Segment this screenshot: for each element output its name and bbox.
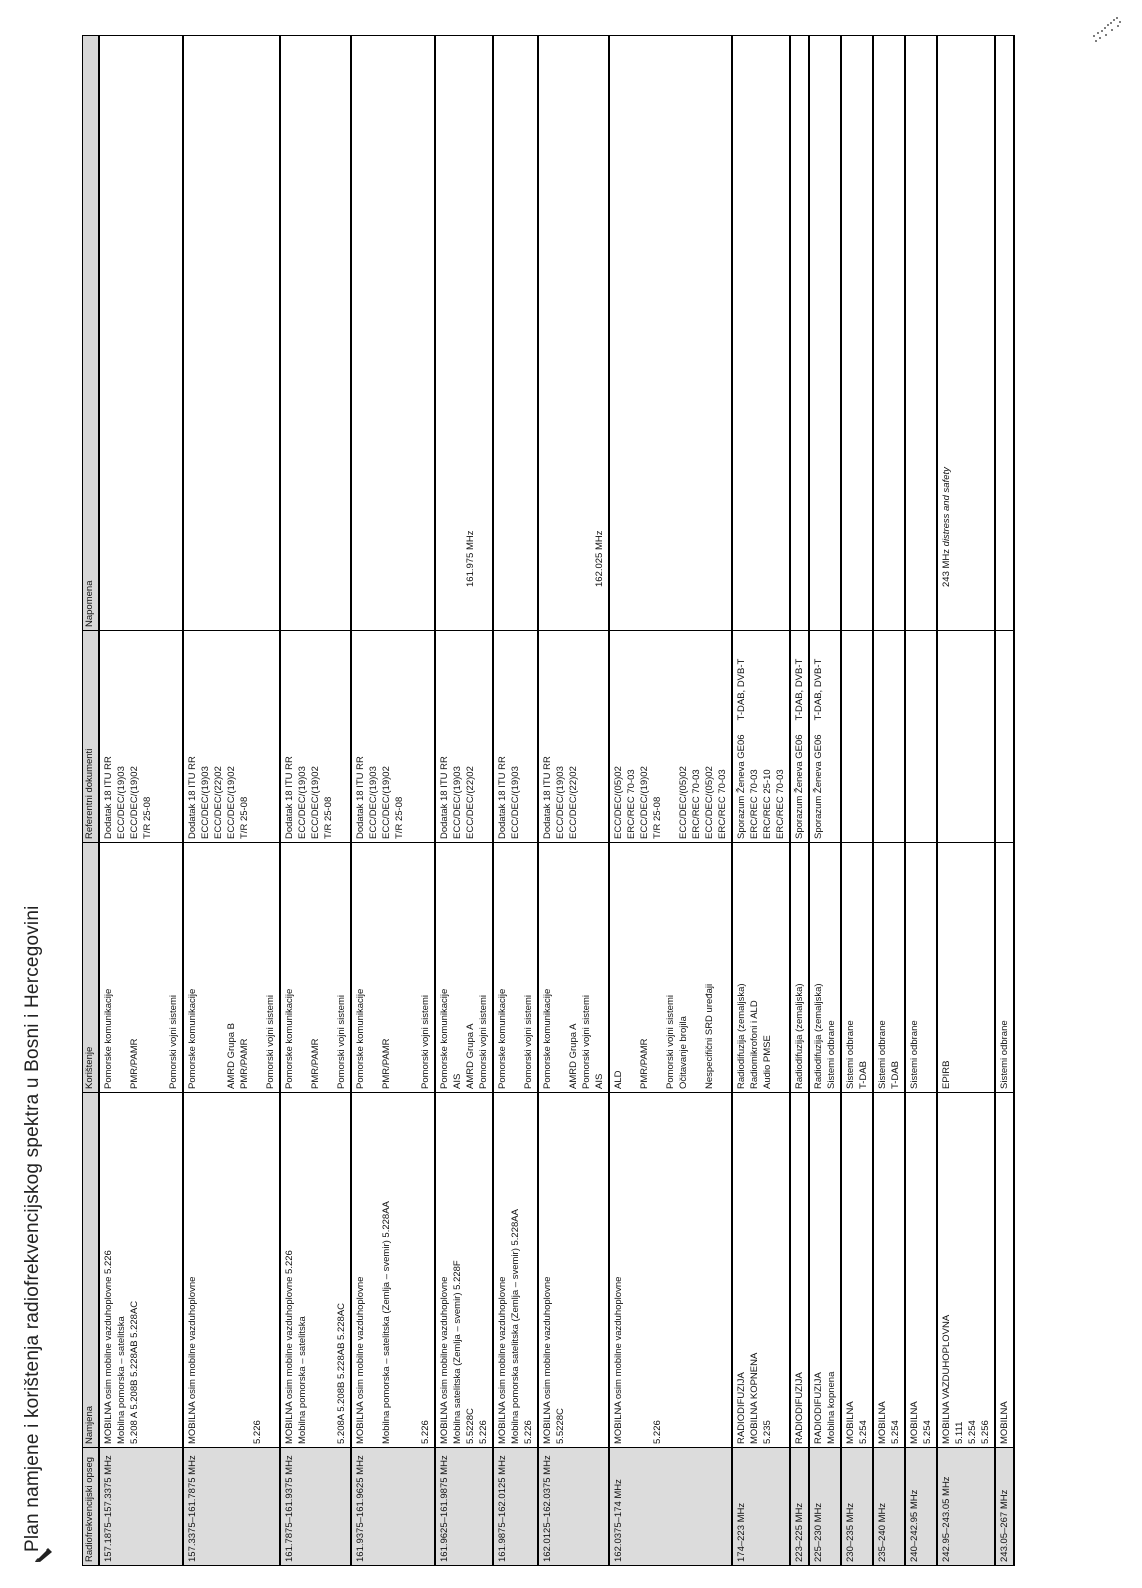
cell-koristenje-line: Pomorske komunikacije bbox=[439, 988, 450, 1089]
cell-napomena bbox=[493, 36, 538, 631]
cell-dokumenti bbox=[809, 631, 841, 843]
cell-namjena-line: 5.226 bbox=[478, 1420, 489, 1444]
cell-koristenje bbox=[493, 843, 538, 1093]
cell-napomena bbox=[937, 36, 995, 631]
scan-dots-icon bbox=[1090, 14, 1124, 44]
cell-koristenje-line: PMR/PAMR bbox=[129, 1038, 140, 1089]
cell-dokumenti bbox=[493, 631, 538, 843]
cell-koristenje-line: T-DAB bbox=[890, 1061, 901, 1089]
cell-namjena-line bbox=[199, 1096, 212, 1444]
page-title: Plan namjene i korištenja radiofrekvencijskog spektra u Bosni i Hercegovini bbox=[22, 905, 43, 1552]
cell-dokumenti-line: ECC/DEC/(22)02 bbox=[213, 766, 224, 839]
cell-koristenje-line: AMRD Grupa A bbox=[568, 1023, 579, 1089]
dokumenti-side-note: T-DAB, DVB-T bbox=[794, 658, 805, 721]
cell-namjena-line: MOBILNA osim mobilne vazduhoplovne bbox=[542, 1276, 553, 1444]
cell-napomena bbox=[732, 36, 790, 631]
cell-koristenje-line: Nespecifični SRD uređaji bbox=[704, 983, 715, 1089]
cell-koristenje-line: Radiodifuzija (zemaljska) bbox=[736, 983, 747, 1089]
cell-dokumenti-line: ECC/DEC/(19)02 bbox=[310, 766, 321, 839]
cell-namjena bbox=[609, 1093, 732, 1448]
cell-band: 225–230 MHz bbox=[809, 1448, 841, 1566]
cell-koristenje-line: Pomorski vojni sistemi bbox=[336, 995, 347, 1089]
cell-namjena-line: MOBILNA osim mobilne vazduhoplovne 5.226 bbox=[103, 1250, 114, 1444]
cell-dokumenti-line: T/R 25-08 bbox=[394, 796, 405, 839]
cell-namjena-line: MOBILNA osim mobilne vazduhoplovne bbox=[497, 1276, 508, 1444]
cell-dokumenti bbox=[435, 631, 493, 843]
cell-band: 161.9625–161.9875 MHz bbox=[435, 1448, 493, 1566]
cell-dokumenti-line: ECC/DEC/(19)03 bbox=[116, 766, 127, 839]
cell-dokumenti-line: ECC/DEC/(05)02 bbox=[704, 766, 715, 839]
napomena-text: 243 MHz bbox=[941, 548, 952, 587]
cell-band: 174–223 MHz bbox=[732, 1448, 790, 1566]
napomena-text: 162.025 MHz bbox=[594, 530, 605, 587]
cell-namjena-line: Mobilna pomorska – satelitska (Zemlja – svemir) 5.228AA bbox=[381, 1201, 392, 1444]
cell-koristenje-line: Pomorske komunikacije bbox=[103, 988, 114, 1089]
cell-koristenje-line: Pomorski vojni sistemi bbox=[581, 995, 592, 1089]
table-row bbox=[790, 36, 809, 1566]
cell-napomena bbox=[905, 36, 937, 631]
cell-dokumenti-line: ERC/REC 25-10 bbox=[762, 769, 773, 839]
cell-namjena-line: 5.208A 5.208B 5.228AB 5.228AC bbox=[336, 1302, 347, 1444]
cell-band: 162.0375–174 MHz bbox=[609, 1448, 732, 1566]
cell-namjena-line bbox=[238, 1096, 251, 1444]
cell-koristenje-line: Radiomikrofoni i ALD bbox=[749, 1000, 760, 1089]
cell-dokumenti bbox=[732, 631, 790, 843]
cell-koristenje-line: ALD bbox=[613, 1070, 624, 1089]
cell-namjena bbox=[873, 1093, 905, 1448]
cell-koristenje-line: Pomorske komunikacije bbox=[497, 988, 508, 1089]
cell-napomena bbox=[435, 36, 493, 631]
cell-namjena-line: MOBILNA bbox=[909, 1401, 920, 1444]
table-row bbox=[435, 36, 493, 1566]
cell-dokumenti bbox=[609, 631, 732, 843]
table-row bbox=[873, 36, 905, 1566]
cell-dokumenti-line: ERC/REC 70-03 bbox=[775, 769, 786, 839]
napomena-italic-text: distress and safety bbox=[941, 467, 952, 547]
cell-napomena bbox=[809, 36, 841, 631]
cell-koristenje bbox=[790, 843, 809, 1093]
napomena-line bbox=[464, 39, 477, 627]
table-row bbox=[609, 36, 732, 1566]
cell-namjena-line: 5.254 bbox=[890, 1420, 901, 1444]
cell-namjena-line: MOBILNA osim mobilne vazduhoplovne bbox=[187, 1276, 198, 1444]
cell-dokumenti bbox=[183, 631, 280, 843]
cell-namjena-line: MOBILNA KOPNENA bbox=[749, 1352, 760, 1444]
cell-dokumenti-line: ECC/DEC/(19)02 bbox=[226, 766, 237, 839]
cell-koristenje-line: PMR/PAMR bbox=[239, 1038, 250, 1089]
cell-koristenje-line bbox=[406, 846, 419, 1089]
table-row bbox=[280, 36, 351, 1566]
cell-namjena-line bbox=[225, 1096, 238, 1444]
cell-namjena-line: 5.5228C bbox=[465, 1408, 476, 1444]
cell-namjena-line: 5.226 bbox=[523, 1420, 534, 1444]
cell-koristenje-line: Pomorski vojni sistemi bbox=[420, 995, 431, 1089]
table-row bbox=[351, 36, 435, 1566]
cell-dokumenti-line: T/R 25-08 bbox=[323, 796, 334, 839]
cell-dokumenti-line: ECC/DEC/(19)03 bbox=[368, 766, 379, 839]
cell-koristenje-line: Sistemi odbrane bbox=[826, 1020, 837, 1089]
cell-dokumenti-line: ECC/DEC/(19)03 bbox=[452, 766, 463, 839]
cell-koristenje-line: AMRD Grupa A bbox=[465, 1023, 476, 1089]
cell-dokumenti-line: Dodatak 18 ITU RR bbox=[542, 756, 553, 839]
cell-band: 161.9875–162.0125 MHz bbox=[493, 1448, 538, 1566]
cell-namjena-line: Mobilna pomorska – satelitska bbox=[116, 1316, 127, 1444]
cell-dokumenti-line: ECC/DEC/(19)03 bbox=[510, 766, 521, 839]
cell-koristenje bbox=[609, 843, 732, 1093]
cell-namjena-line bbox=[367, 1096, 380, 1444]
cell-koristenje-line bbox=[690, 846, 703, 1089]
cell-namjena-line: MOBILNA osim mobilne vazduhoplovne bbox=[355, 1276, 366, 1444]
cell-namjena-line: MOBILNA VAZDUHOPLOVNA bbox=[941, 1314, 952, 1444]
cell-koristenje-line bbox=[141, 846, 154, 1089]
cell-namjena-line: RADIODIFUZIJA bbox=[813, 1372, 824, 1444]
cell-dokumenti-line: ECC/DEC/(05)02 bbox=[678, 766, 689, 839]
cell-koristenje-line: Očitavanje brojila bbox=[678, 1016, 689, 1089]
cell-koristenje-line bbox=[322, 846, 335, 1089]
cell-koristenje bbox=[841, 843, 873, 1093]
cell-namjena-line bbox=[406, 1096, 419, 1444]
frequency-table-wrapper bbox=[82, 36, 1072, 1566]
table-body bbox=[99, 36, 1014, 1566]
cell-band: 157.1875–157.3375 MHz bbox=[99, 1448, 183, 1566]
header-band: Radiofrekvencijski opseg bbox=[83, 1448, 100, 1566]
cell-koristenje-line bbox=[115, 846, 128, 1089]
cell-dokumenti bbox=[351, 631, 435, 843]
cell-napomena bbox=[183, 36, 280, 631]
cell-namjena bbox=[905, 1093, 937, 1448]
cell-dokumenti-line: Dodatak 18 ITU RR bbox=[103, 756, 114, 839]
cell-namjena-line bbox=[309, 1096, 322, 1444]
cell-namjena-line: Mobilna satelitska (Zemlja – svemir) 5.228F bbox=[452, 1260, 463, 1444]
cell-namjena-line: 5.226 bbox=[252, 1420, 263, 1444]
cell-dokumenti-line: ECC/DEC/(19)02 bbox=[639, 766, 650, 839]
cell-dokumenti-text: Sporazum Ženeva GE06 bbox=[736, 734, 747, 839]
cell-dokumenti-line: Dodatak 18 ITU RR bbox=[187, 756, 198, 839]
cell-namjena-line: Mobilna pomorska – satelitska bbox=[297, 1316, 308, 1444]
cell-namjena-line: 5.226 bbox=[652, 1420, 663, 1444]
cell-napomena bbox=[609, 36, 732, 631]
cell-dokumenti-text: Sporazum Ženeva GE06 bbox=[794, 734, 805, 839]
napomena-text: 161.975 MHz bbox=[465, 530, 476, 587]
cell-dokumenti-line: ECC/DEC/(22)02 bbox=[568, 766, 579, 839]
cell-koristenje bbox=[435, 843, 493, 1093]
cell-koristenje-line bbox=[625, 846, 638, 1089]
cell-koristenje-line: Pomorske komunikacije bbox=[542, 988, 553, 1089]
table-row bbox=[538, 36, 609, 1566]
cell-dokumenti-line: ECC/DEC/(19)03 bbox=[297, 766, 308, 839]
cell-namjena bbox=[732, 1093, 790, 1448]
cell-koristenje-line: Pomorske komunikacije bbox=[284, 988, 295, 1089]
cell-dokumenti-line: ERC/REC 70-03 bbox=[749, 769, 760, 839]
cell-koristenje-line: PMR/PAMR bbox=[381, 1038, 392, 1089]
cell-namjena bbox=[809, 1093, 841, 1448]
cell-namjena bbox=[937, 1093, 995, 1448]
table-row bbox=[841, 36, 873, 1566]
cell-koristenje-line bbox=[212, 846, 225, 1089]
cell-koristenje-line: Pomorski vojni sistemi bbox=[665, 995, 676, 1089]
table-row bbox=[732, 36, 790, 1566]
cell-namjena-line: 5.254 bbox=[967, 1420, 978, 1444]
cell-koristenje bbox=[99, 843, 183, 1093]
cell-namjena bbox=[183, 1093, 280, 1448]
cell-namjena-line bbox=[625, 1096, 638, 1444]
cell-koristenje-line: PMR/PAMR bbox=[639, 1038, 650, 1089]
cell-namjena-line: MOBILNA osim mobilne vazduhoplovne bbox=[439, 1276, 450, 1444]
header-napomena: Napomena bbox=[83, 36, 100, 631]
cell-namjena-line: RADIODIFUZIJA bbox=[736, 1372, 747, 1444]
cell-koristenje-line bbox=[509, 846, 522, 1089]
table-header-row bbox=[83, 36, 100, 1566]
cell-namjena-line: 5.254 bbox=[858, 1420, 869, 1444]
cell-koristenje-line: Pomorski vojni sistemi bbox=[265, 995, 276, 1089]
cell-namjena bbox=[351, 1093, 435, 1448]
cell-dokumenti bbox=[538, 631, 609, 843]
cell-koristenje bbox=[280, 843, 351, 1093]
cell-namjena-line bbox=[393, 1096, 406, 1444]
cell-namjena-line: 5.5228C bbox=[555, 1408, 566, 1444]
cell-namjena-line: 5.235 bbox=[762, 1420, 773, 1444]
cell-dokumenti-line: Dodatak 18 ITU RR bbox=[355, 756, 366, 839]
cell-dokumenti-line: ECC/DEC/(19)02 bbox=[381, 766, 392, 839]
cell-koristenje-line: Audio PMSE bbox=[762, 1035, 773, 1089]
cell-dokumenti-line: ECC/DEC/(22)02 bbox=[465, 766, 476, 839]
cell-dokumenti-line: Dodatak 18 ITU RR bbox=[284, 756, 295, 839]
cell-namjena bbox=[790, 1093, 809, 1448]
cell-koristenje bbox=[995, 843, 1014, 1093]
cell-koristenje-line bbox=[296, 846, 309, 1089]
cell-napomena bbox=[351, 36, 435, 631]
header-koristenje: Korištenje bbox=[83, 843, 100, 1093]
cell-dokumenti-text: Sporazum Ženeva GE06 bbox=[813, 734, 824, 839]
cell-namjena-line bbox=[322, 1096, 335, 1444]
cell-namjena-line: MOBILNA bbox=[877, 1401, 888, 1444]
cell-namjena bbox=[841, 1093, 873, 1448]
cell-koristenje bbox=[873, 843, 905, 1093]
cell-dokumenti-line bbox=[735, 634, 748, 839]
cell-namjena-line: 5.256 bbox=[980, 1420, 991, 1444]
cell-koristenje-line: Sistemi odbrane bbox=[999, 1020, 1010, 1089]
cell-namjena-line: 5.111 bbox=[954, 1421, 965, 1444]
cell-dokumenti-line: T/R 25-08 bbox=[239, 796, 250, 839]
table-row bbox=[493, 36, 538, 1566]
cell-koristenje-line bbox=[367, 846, 380, 1089]
cell-namjena bbox=[995, 1093, 1014, 1448]
cell-namjena bbox=[99, 1093, 183, 1448]
cell-band: 242.95–243.05 MHz bbox=[937, 1448, 995, 1566]
cell-koristenje bbox=[183, 843, 280, 1093]
cell-napomena bbox=[873, 36, 905, 631]
cell-namjena-line: MOBILNA osim mobilne vazduhoplovne 5.226 bbox=[284, 1250, 295, 1444]
cell-namjena bbox=[538, 1093, 609, 1448]
cell-band: 162.0125–162.0375 MHz bbox=[538, 1448, 609, 1566]
table-row bbox=[99, 36, 183, 1566]
cell-koristenje-line: Pomorski vojni sistemi bbox=[478, 995, 489, 1089]
cell-namjena-line: MOBILNA osim mobilne vazduhoplovne bbox=[613, 1276, 624, 1444]
cell-dokumenti-line: ECC/DEC/(05)02 bbox=[613, 766, 624, 839]
cell-koristenje-line: Sistemi odbrane bbox=[877, 1020, 888, 1089]
cell-napomena bbox=[280, 36, 351, 631]
cell-koristenje-line bbox=[199, 846, 212, 1089]
cell-namjena-line: Mobilna pomorska satelitska (Zemlja – svemir) 5.228AA bbox=[510, 1209, 521, 1444]
table-row bbox=[809, 36, 841, 1566]
dokumenti-side-note: T-DAB, DVB-T bbox=[736, 658, 747, 721]
cell-band: 161.7875–161.9375 MHz bbox=[280, 1448, 351, 1566]
cell-namjena bbox=[493, 1093, 538, 1448]
cell-koristenje-line: Sistemi odbrane bbox=[845, 1020, 856, 1089]
cell-koristenje-line: Sistemi odbrane bbox=[909, 1020, 920, 1089]
cell-koristenje bbox=[809, 843, 841, 1093]
napomena-line bbox=[940, 39, 953, 627]
cell-koristenje-line bbox=[651, 846, 664, 1089]
cell-napomena bbox=[841, 36, 873, 631]
cell-koristenje-line: Radiodifuzija (zemaljska) bbox=[794, 983, 805, 1089]
cell-koristenje-line: Radiodifuzija (zemaljska) bbox=[813, 983, 824, 1089]
cell-dokumenti bbox=[280, 631, 351, 843]
cell-koristenje-line: AIS bbox=[452, 1073, 463, 1089]
cell-dokumenti-line: ECC/DEC/(19)03 bbox=[200, 766, 211, 839]
cell-napomena bbox=[99, 36, 183, 631]
cell-dokumenti-line: ECC/DEC/(19)03 bbox=[555, 766, 566, 839]
table-row bbox=[183, 36, 280, 1566]
cell-namjena bbox=[435, 1093, 493, 1448]
table-row bbox=[995, 36, 1014, 1566]
cell-koristenje-line bbox=[393, 846, 406, 1089]
cell-dokumenti-line: ERC/REC 70-03 bbox=[626, 769, 637, 839]
cell-namjena-line: 5.226 bbox=[420, 1420, 431, 1444]
cell-namjena-line bbox=[212, 1096, 225, 1444]
cell-koristenje bbox=[538, 843, 609, 1093]
cell-band: 161.9375–161.9625 MHz bbox=[351, 1448, 435, 1566]
cell-dokumenti-line: T/R 25-08 bbox=[652, 796, 663, 839]
cell-koristenje-line bbox=[154, 846, 167, 1089]
cell-band: 235–240 MHz bbox=[873, 1448, 905, 1566]
cell-namjena-line: 5.254 bbox=[922, 1420, 933, 1444]
header-dokumenti: Referentni dokumenti bbox=[83, 631, 100, 843]
cell-dokumenti-line: Dodatak 18 ITU RR bbox=[497, 756, 508, 839]
cell-koristenje-line bbox=[554, 846, 567, 1089]
header-namjena: Namjena bbox=[83, 1093, 100, 1448]
cell-dokumenti bbox=[905, 631, 937, 843]
cell-koristenje-line: Pomorske komunikacije bbox=[187, 988, 198, 1089]
cell-namjena-line: MOBILNA bbox=[999, 1401, 1010, 1444]
cell-koristenje bbox=[351, 843, 435, 1093]
cell-dokumenti-line: ERC/REC 70-03 bbox=[717, 769, 728, 839]
cell-dokumenti-line: ERC/REC 70-03 bbox=[691, 769, 702, 839]
cell-band: 157.3375–161.7875 MHz bbox=[183, 1448, 280, 1566]
cell-dokumenti bbox=[995, 631, 1014, 843]
cell-koristenje bbox=[937, 843, 995, 1093]
cell-dokumenti bbox=[841, 631, 873, 843]
cell-koristenje bbox=[732, 843, 790, 1093]
cell-namjena bbox=[280, 1093, 351, 1448]
cell-namjena-line: RADIODIFUZIJA bbox=[794, 1372, 805, 1444]
cell-dokumenti bbox=[937, 631, 995, 843]
cell-koristenje-line: Pomorski vojni sistemi bbox=[168, 995, 179, 1089]
cell-band: 243.05–267 MHz bbox=[995, 1448, 1014, 1566]
cell-band: 223–225 MHz bbox=[790, 1448, 809, 1566]
table-row bbox=[905, 36, 937, 1566]
cell-dokumenti bbox=[790, 631, 809, 843]
cell-dokumenti-line: Dodatak 18 ITU RR bbox=[439, 756, 450, 839]
cell-band: 240–242.95 MHz bbox=[905, 1448, 937, 1566]
cell-namjena-line bbox=[638, 1096, 651, 1444]
cell-koristenje-line: Pomorski vojni sistemi bbox=[523, 995, 534, 1089]
cell-koristenje-line bbox=[251, 846, 264, 1089]
cell-band: 230–235 MHz bbox=[841, 1448, 873, 1566]
cell-koristenje-line: PMR/PAMR bbox=[310, 1038, 321, 1089]
cell-koristenje-line: T-DAB bbox=[858, 1061, 869, 1089]
cell-dokumenti bbox=[873, 631, 905, 843]
cell-dokumenti-line: T/R 25-08 bbox=[142, 796, 153, 839]
cell-napomena bbox=[995, 36, 1014, 631]
cell-dokumenti bbox=[99, 631, 183, 843]
napomena-line bbox=[593, 39, 606, 627]
cell-koristenje-line: AMRD Grupa B bbox=[226, 1023, 237, 1089]
table-row bbox=[937, 36, 995, 1566]
cell-dokumenti-line bbox=[664, 634, 677, 839]
cell-koristenje-line: EPIRB bbox=[941, 1060, 952, 1089]
cell-dokumenti-line bbox=[793, 634, 806, 839]
cell-dokumenti-line: ECC/DEC/(19)02 bbox=[129, 766, 140, 839]
cell-koristenje bbox=[905, 843, 937, 1093]
frequency-allocation-table bbox=[82, 35, 1015, 1566]
dokumenti-side-note: T-DAB, DVB-T bbox=[813, 658, 824, 721]
cell-namjena-line: MOBILNA bbox=[845, 1401, 856, 1444]
cell-koristenje-line: Pomorske komunikacije bbox=[355, 988, 366, 1089]
cell-dokumenti-line bbox=[812, 634, 825, 839]
cell-napomena bbox=[790, 36, 809, 631]
cell-koristenje-line: AIS bbox=[594, 1073, 605, 1089]
cell-namjena-line: Mobilna kopnena bbox=[826, 1371, 837, 1444]
cell-namjena-line: 5.208 A 5.208B 5.228AB 5.228AC bbox=[129, 1300, 140, 1444]
cell-napomena bbox=[538, 36, 609, 631]
